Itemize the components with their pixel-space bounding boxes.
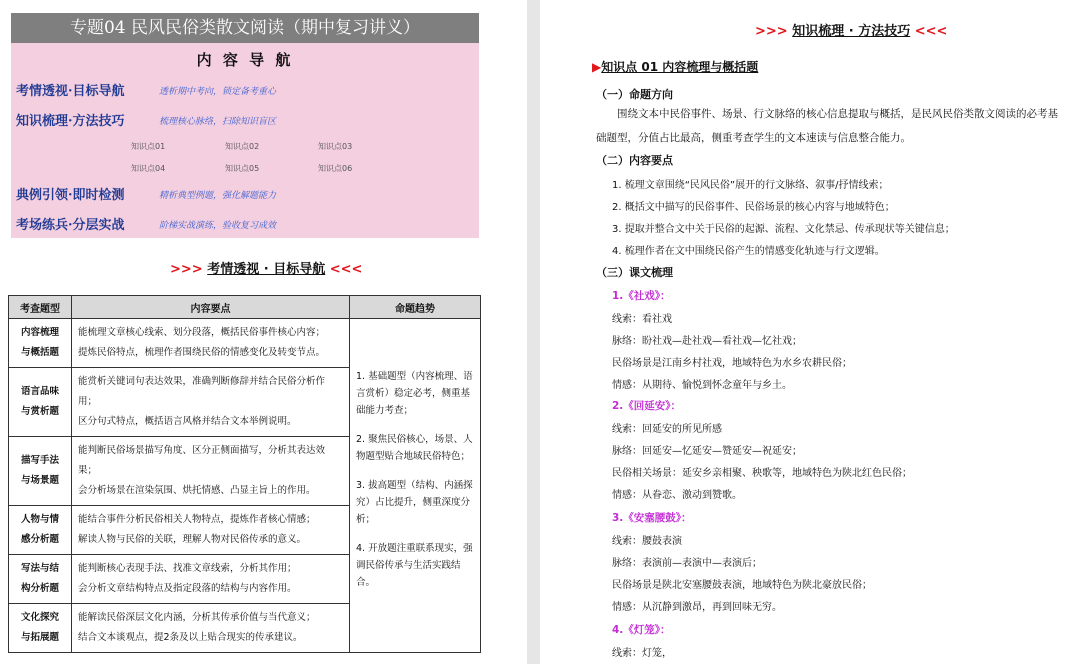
header-content-points: 内容要点 bbox=[72, 296, 350, 319]
trend-item: 2. 聚焦民俗核心，场景、人物题型贴合地域民俗特色； bbox=[356, 434, 473, 462]
content-navigation-box bbox=[11, 43, 479, 238]
section-title-knowledge: >>> 知识梳理 · 方法技巧 <<< bbox=[755, 24, 948, 39]
work-line: 民俗场景是陕北安塞腰鼓表演，地域特色为陕北豪放民俗； bbox=[612, 580, 872, 591]
table-row: 语言品味 与赏析题 能赏析关键词句表达效果，准确判断修辞并结合民俗分析作用； 区分句式特点，概括语言风格并结合文本举例说明。 bbox=[9, 368, 481, 437]
document-title: 专题04 民风民俗类散文阅读（期中复习讲义） bbox=[11, 13, 479, 43]
knowledge-point-title: ▶知识点 01 内容梳理与概括题 bbox=[592, 60, 759, 74]
header-question-type: 考查题型 bbox=[9, 296, 72, 319]
knowledge-point-03: 知识点03 bbox=[318, 142, 353, 151]
work-line: 情感：从期待、愉悦到怀念童年与乡土。 bbox=[612, 380, 792, 391]
trend-item: 4. 开放题注重联系现实，强调民俗传承与生活实践结合。 bbox=[356, 543, 473, 588]
content-point: 3. 提取并整合文中关于民俗的起源、流程、文化禁忌、传承现状等关键信息； bbox=[612, 224, 955, 235]
work-line: 线索：腰鼓表演 bbox=[612, 536, 682, 547]
arrows-left-icon: >>> bbox=[755, 24, 788, 39]
nav-item-practice: 考场练兵·分层实战 bbox=[16, 218, 125, 233]
work-line: 线索：灯笼， bbox=[612, 648, 672, 659]
work-line: 民俗场景是江南乡村社戏，地域特色为水乡农耕民俗； bbox=[612, 358, 852, 369]
knowledge-point-06: 知识点06 bbox=[318, 164, 353, 173]
work-line: 情感：从沉静到激昂，再到回味无穷。 bbox=[612, 602, 782, 613]
arrows-right-icon: <<< bbox=[914, 24, 948, 39]
trend-cell bbox=[350, 319, 481, 653]
nav-desc-knowledge: 梳理核心脉络，扫除知识盲区 bbox=[159, 117, 277, 127]
content-point: 1. 梳理文章围绕“民风民俗”展开的行文脉络、叙事/抒情线索； bbox=[612, 180, 889, 191]
heading-content-points: （二）内容要点 bbox=[596, 154, 673, 167]
work-title: 2.《回延安》： bbox=[612, 400, 682, 412]
knowledge-point-01: 知识点01 bbox=[131, 142, 166, 151]
knowledge-point-05: 知识点05 bbox=[225, 164, 260, 173]
knowledge-point-04: 知识点04 bbox=[131, 164, 166, 173]
content-point: 2. 概括文中描写的民俗事件、民俗场景的核心内容与地域特色； bbox=[612, 202, 895, 213]
work-title: 1.《社戏》： bbox=[612, 290, 671, 302]
nav-item-examples: 典例引领·即时检测 bbox=[16, 188, 125, 203]
left-document-page bbox=[0, 0, 527, 664]
trend-item: 3. 拔高题型（结构、内涵探究）占比提升，侧重深度分析； bbox=[356, 480, 473, 525]
trend-item: 1. 基础题型（内容梳理、语言赏析）稳定必考，侧重基础能力考查； bbox=[356, 371, 473, 416]
header-trend: 命题趋势 bbox=[350, 296, 481, 319]
direction-paragraph: 围绕文本中民俗事件、场景、行文脉络的核心信息提取与概括，是民风民俗类散文阅读的必考基础题型，分值占比最高，侧重考查学生的文本速读与信息整合能力。 bbox=[596, 108, 1058, 144]
nav-item-exam-overview: 考情透视·目标导航 bbox=[16, 84, 125, 99]
red-marker-icon: ▶ bbox=[592, 60, 602, 74]
exam-analysis-table bbox=[8, 295, 481, 653]
knowledge-point-02: 知识点02 bbox=[225, 142, 260, 151]
work-line: 情感：从眷恋、激动到赞歌。 bbox=[612, 490, 742, 501]
nav-desc-practice: 阶梯实战演练，验收复习成效 bbox=[159, 221, 277, 231]
heading-direction: （一）命题方向 bbox=[596, 88, 673, 101]
content-point: 4. 梳理作者在文中围绕民俗产生的情感变化轨迹与行文逻辑。 bbox=[612, 246, 885, 257]
work-line: 民俗相关场景：延安乡亲相聚、秧歌等，地域特色为陕北红色民俗； bbox=[612, 468, 912, 479]
table-header-row bbox=[9, 296, 481, 319]
table-row: 人物与情 感分析题 能结合事件分析民俗相关人物特点，提炼作者核心情感； 解读人物与民俗的关联，理解人物对民俗传承的意义。 bbox=[9, 506, 481, 555]
work-line: 脉络：回延安—忆延安—赞延安—祝延安； bbox=[612, 446, 802, 457]
arrows-right-icon: <<< bbox=[329, 262, 363, 277]
heading-text-review: （三）课文梳理 bbox=[596, 266, 673, 279]
table-row: 内容梳理 与概括题 能梳理文章核心线索、划分段落，概括民俗事件核心内容； 提炼民俗特点，梳理作者围绕民俗的情感变化及转变节点。 1. 基础题型（内容梳理、语言赏析）稳定必考，侧重基础能力考查； 2. 聚焦民俗核心，场景、人物题型贴合地域民俗特色； 3. 拔高题型（结构、内涵探究）占比提升，侧重深度分析； 4. 开放题注重联系现实，强调民俗传承与生活实践结合。 bbox=[9, 319, 481, 368]
work-line: 脉络：表演前—表演中—表演后； bbox=[612, 558, 762, 569]
table-row: 文化探究 与拓展题 能解读民俗深层文化内涵，分析其传承价值与当代意义； 结合文本谈观点，提2条及以上贴合现实的传承建议。 bbox=[9, 604, 481, 653]
section-title-exam-overview: >>> 考情透视 · 目标导航 <<< bbox=[170, 262, 363, 277]
table-row: 描写手法 与场景题 能判断民俗场景描写角度、区分正侧面描写，分析其表达效果； 会分析场景在渲染氛围、烘托情感、凸显主旨上的作用。 bbox=[9, 437, 481, 506]
right-document-page bbox=[540, 0, 1080, 664]
nav-desc-examples: 精析典型例题，强化解题能力 bbox=[159, 191, 277, 201]
page-gap bbox=[527, 0, 540, 664]
nav-item-knowledge: 知识梳理·方法技巧 bbox=[16, 114, 125, 129]
work-line: 脉络：盼社戏—赴社戏—看社戏—忆社戏； bbox=[612, 336, 802, 347]
work-line: 线索：看社戏 bbox=[612, 314, 672, 325]
work-title: 4.《灯笼》： bbox=[612, 624, 671, 636]
work-line: 线索：回延安的所见所感 bbox=[612, 424, 722, 435]
arrows-left-icon: >>> bbox=[170, 262, 203, 277]
navigation-heading: 内 容 导 航 bbox=[196, 51, 294, 69]
work-title: 3.《安塞腰鼓》： bbox=[612, 512, 692, 524]
nav-desc-exam-overview: 透析期中考向，锁定备考重心 bbox=[159, 87, 277, 97]
table-row: 写法与结 构分析题 能判断核心表现手法、找准文章线索，分析其作用； 会分析文章结构特点及指定段落的结构与内容作用。 bbox=[9, 555, 481, 604]
